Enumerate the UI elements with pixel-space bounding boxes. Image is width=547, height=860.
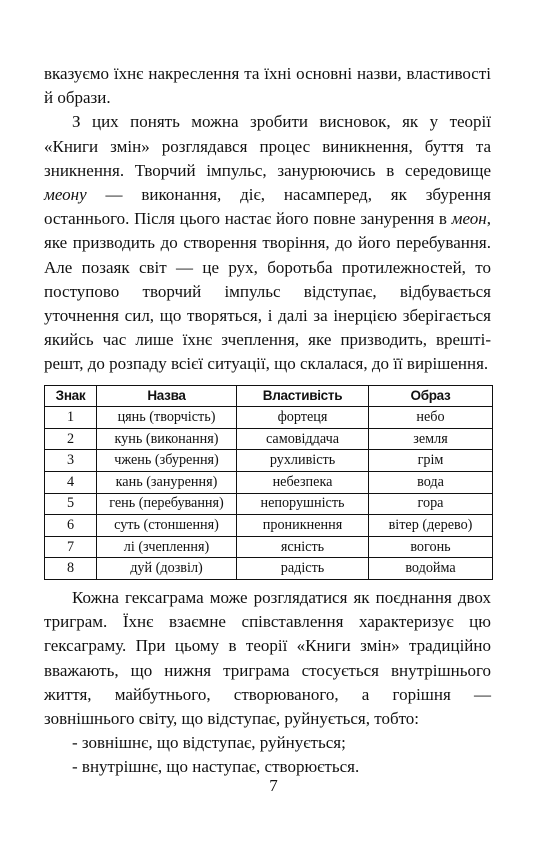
- cell-sign: 7: [45, 536, 97, 558]
- table-row: [45, 536, 493, 558]
- conclusion-paragraph: [44, 110, 491, 376]
- cell-sign: 6: [45, 515, 97, 537]
- cell-image: водойма: [369, 558, 493, 580]
- table-header-row: [45, 385, 493, 407]
- cell-property: радість: [237, 558, 369, 580]
- cell-name: суть (стоншення): [97, 515, 237, 537]
- cell-name: цянь (творчість): [97, 407, 237, 429]
- paragraph-text: — виконання, діє, насамперед, як збурення останнього. Після цього настає його повне занурення в: [44, 185, 491, 229]
- cell-image: вогонь: [369, 536, 493, 558]
- cell-sign: 1: [45, 407, 97, 429]
- cell-image: вітер (дерево): [369, 515, 493, 537]
- cell-image: грім: [369, 450, 493, 472]
- list-item: - зовнішнє, що відступає, руйнується;: [72, 733, 346, 753]
- cell-property: непорушність: [237, 493, 369, 515]
- table-row: [45, 407, 493, 429]
- cell-property: ясність: [237, 536, 369, 558]
- paragraph-text: , яке призводить до створення творіння, до його перебування. Але позаяк світ — це рух, боротьба протилежностей, то поступово творчий імпульс відступає, відбувається уточнення сил, що творяться, і далі за інерцією зберігається якийсь час лише їхнє зчеплення, яке призводить, врешті-решт, до розпаду всієї ситуації, що склалася, до її вирішення.: [44, 209, 491, 374]
- cell-name: кунь (виконання): [97, 428, 237, 450]
- header-sign: Знак: [45, 385, 97, 407]
- trigram-table: [44, 385, 493, 580]
- term-meon: меон: [451, 209, 487, 229]
- table-row: [45, 450, 493, 472]
- cell-sign: 3: [45, 450, 97, 472]
- cell-name: гень (перебування): [97, 493, 237, 515]
- cell-image: земля: [369, 428, 493, 450]
- table-row: [45, 558, 493, 580]
- table-row: [45, 493, 493, 515]
- cell-name: дуй (дозвіл): [97, 558, 237, 580]
- list-item: - внутрішнє, що наступає, створюється.: [72, 757, 360, 777]
- cell-property: самовіддача: [237, 428, 369, 450]
- cell-property: проникнення: [237, 515, 369, 537]
- cell-sign: 5: [45, 493, 97, 515]
- cell-sign: 4: [45, 472, 97, 494]
- header-image: Образ: [369, 385, 493, 407]
- table-row: [45, 472, 493, 494]
- cell-sign: 2: [45, 428, 97, 450]
- hexagram-paragraph: Кожна гексаграма може розглядатися як поєднання двох триграм. Їхнє взаємне співставлення характеризує цю гексаграму. При цьому в теорії «Книги змін» традиційно вважають, що нижня триграма стосується внутрішнього життя, майбутнього, створюваного, а горішня — зовнішнього світу, що відступає, руйнується, тобто:: [44, 587, 491, 728]
- intro-paragraph: вказуємо їхнє накреслення та їхні основні назви, властивості й образи.: [44, 64, 491, 108]
- cell-name: лі (зчеплення): [97, 536, 237, 558]
- cell-property: небезпека: [237, 472, 369, 494]
- cell-name: кань (занурення): [97, 472, 237, 494]
- cell-name: чжень (збурення): [97, 450, 237, 472]
- cell-property: фортеця: [237, 407, 369, 429]
- header-property: Властивість: [237, 385, 369, 407]
- cell-image: гора: [369, 493, 493, 515]
- cell-image: вода: [369, 472, 493, 494]
- table-row: [45, 428, 493, 450]
- page-number: 7: [269, 776, 278, 795]
- term-meon: меону: [44, 185, 87, 205]
- paragraph-text: З цих понять можна зробити висновок, як у теорії «Книги змін» розглядався процес виникнення, буття та зникнення. Творчий імпульс, занурюючись в середовище: [44, 112, 491, 180]
- header-name: Назва: [97, 385, 237, 407]
- cell-sign: 8: [45, 558, 97, 580]
- table-row: [45, 515, 493, 537]
- page-content: [44, 62, 491, 780]
- cell-property: рухливість: [237, 450, 369, 472]
- cell-image: небо: [369, 407, 493, 429]
